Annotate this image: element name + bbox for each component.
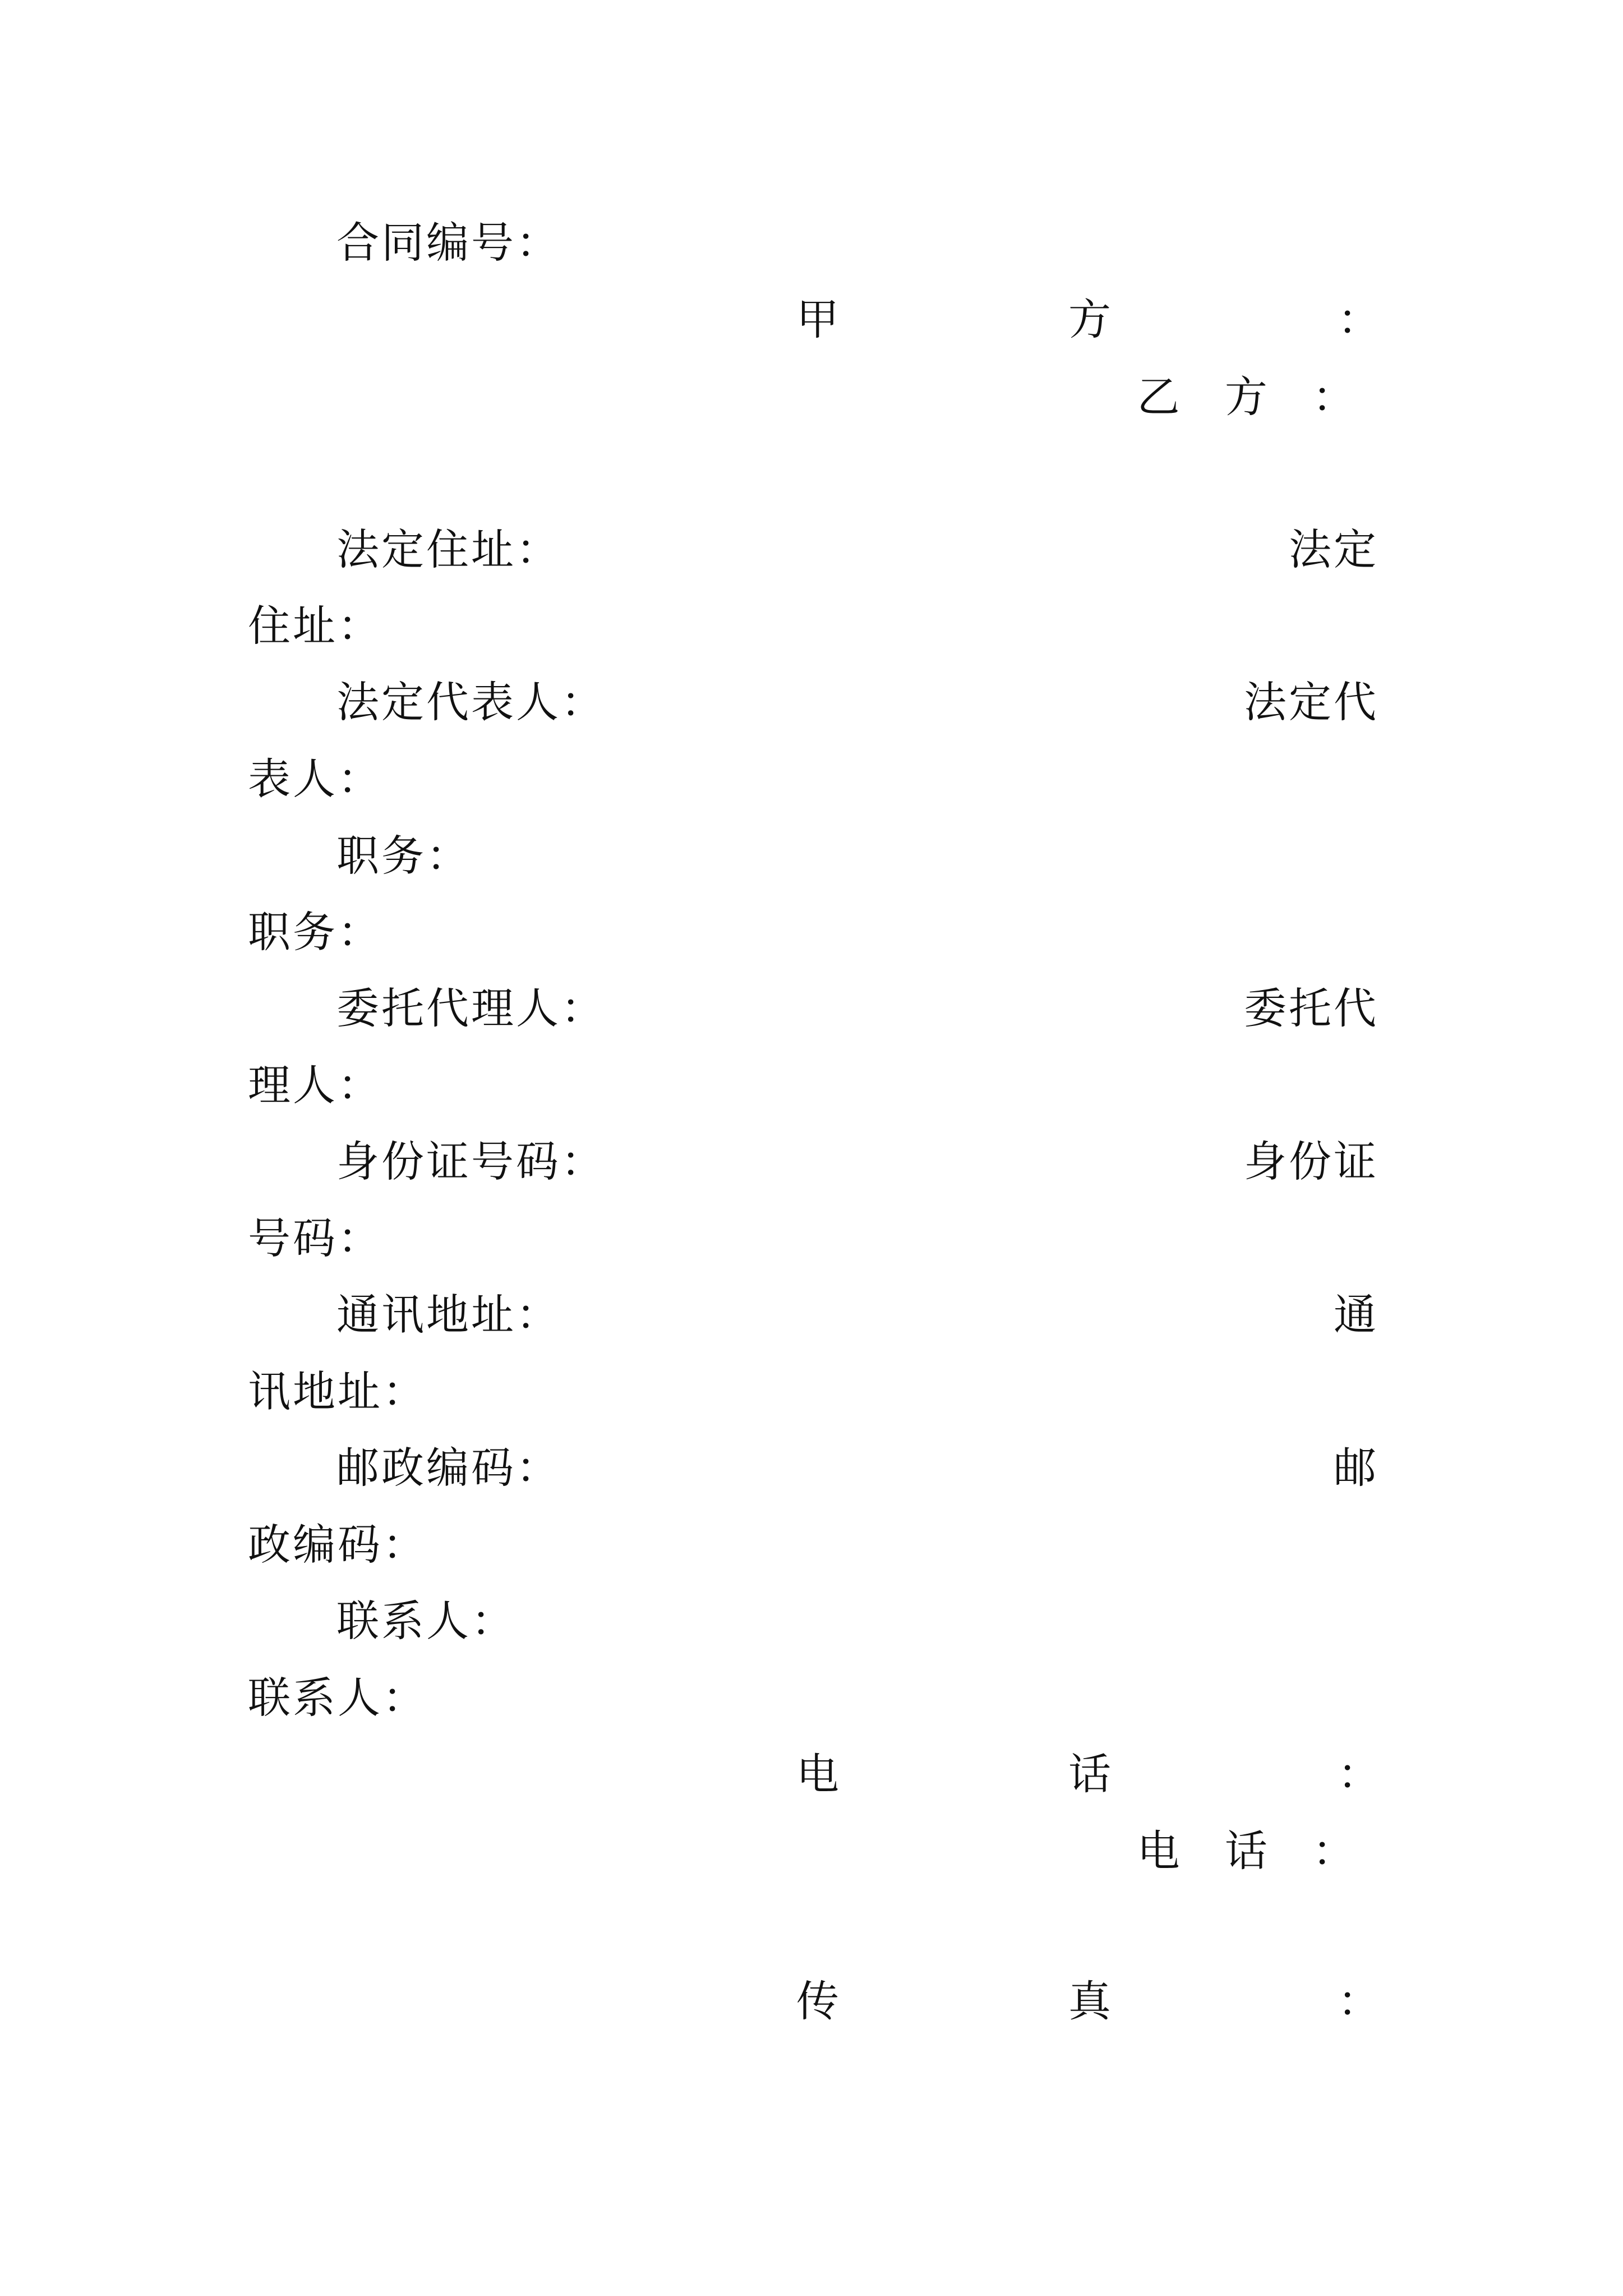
party-a-char-1: 甲 bbox=[796, 295, 841, 344]
party-b-agent-tail: 理人： bbox=[248, 1060, 382, 1110]
party-a-postal-code-label: 邮政编码： bbox=[336, 1443, 561, 1493]
party-b-position-label: 职务： bbox=[248, 907, 382, 957]
party-a-id-number-label: 身份证号码： bbox=[336, 1137, 606, 1186]
party-b-phone-label: 电 话 ： bbox=[1137, 1826, 1371, 1876]
party-a-position-label: 职务： bbox=[336, 831, 471, 881]
party-a-phone-char-2: 话 bbox=[1068, 1749, 1113, 1799]
party-b-mail-address-tail: 讯地址： bbox=[248, 1366, 427, 1416]
party-b-legal-rep-head: 法定代 bbox=[1244, 677, 1378, 727]
party-a-colon: ： bbox=[1338, 295, 1382, 344]
party-b-mail-address-head: 通 bbox=[1334, 1290, 1378, 1340]
party-b-legal-address-head: 法定 bbox=[1289, 524, 1378, 574]
party-a-phone-char-1: 电 bbox=[796, 1749, 841, 1799]
party-b-legal-address-tail: 住址： bbox=[248, 601, 382, 651]
party-b-legal-rep-tail: 表人： bbox=[248, 754, 382, 804]
party-b-postal-code-tail: 政编码： bbox=[248, 1520, 427, 1570]
party-b-postal-code-head: 邮 bbox=[1334, 1443, 1378, 1493]
party-b-agent-head: 委托代 bbox=[1244, 983, 1378, 1033]
party-a-contact-label: 联系人： bbox=[336, 1596, 516, 1646]
party-b-contact-label: 联系人： bbox=[248, 1673, 427, 1723]
party-a-phone-colon: ： bbox=[1338, 1749, 1382, 1799]
party-a-legal-address-label: 法定住址： bbox=[336, 524, 561, 574]
party-b-id-number-tail: 号码： bbox=[248, 1213, 382, 1263]
party-a-agent-label: 委托代理人： bbox=[336, 983, 606, 1033]
party-b-label: 乙 方 ： bbox=[1137, 372, 1371, 422]
party-a-fax-char-1: 传 bbox=[796, 1976, 841, 2026]
party-a-mail-address-label: 通讯地址： bbox=[336, 1290, 561, 1340]
party-a-fax-colon: ： bbox=[1338, 1976, 1382, 2026]
contract-number-label: 合同编号： bbox=[336, 218, 561, 268]
party-a-char-2: 方 bbox=[1068, 295, 1113, 344]
party-a-legal-rep-label: 法定代表人： bbox=[336, 677, 606, 727]
party-b-id-number-head: 身份证 bbox=[1244, 1137, 1378, 1186]
party-a-fax-char-2: 真 bbox=[1068, 1976, 1113, 2026]
